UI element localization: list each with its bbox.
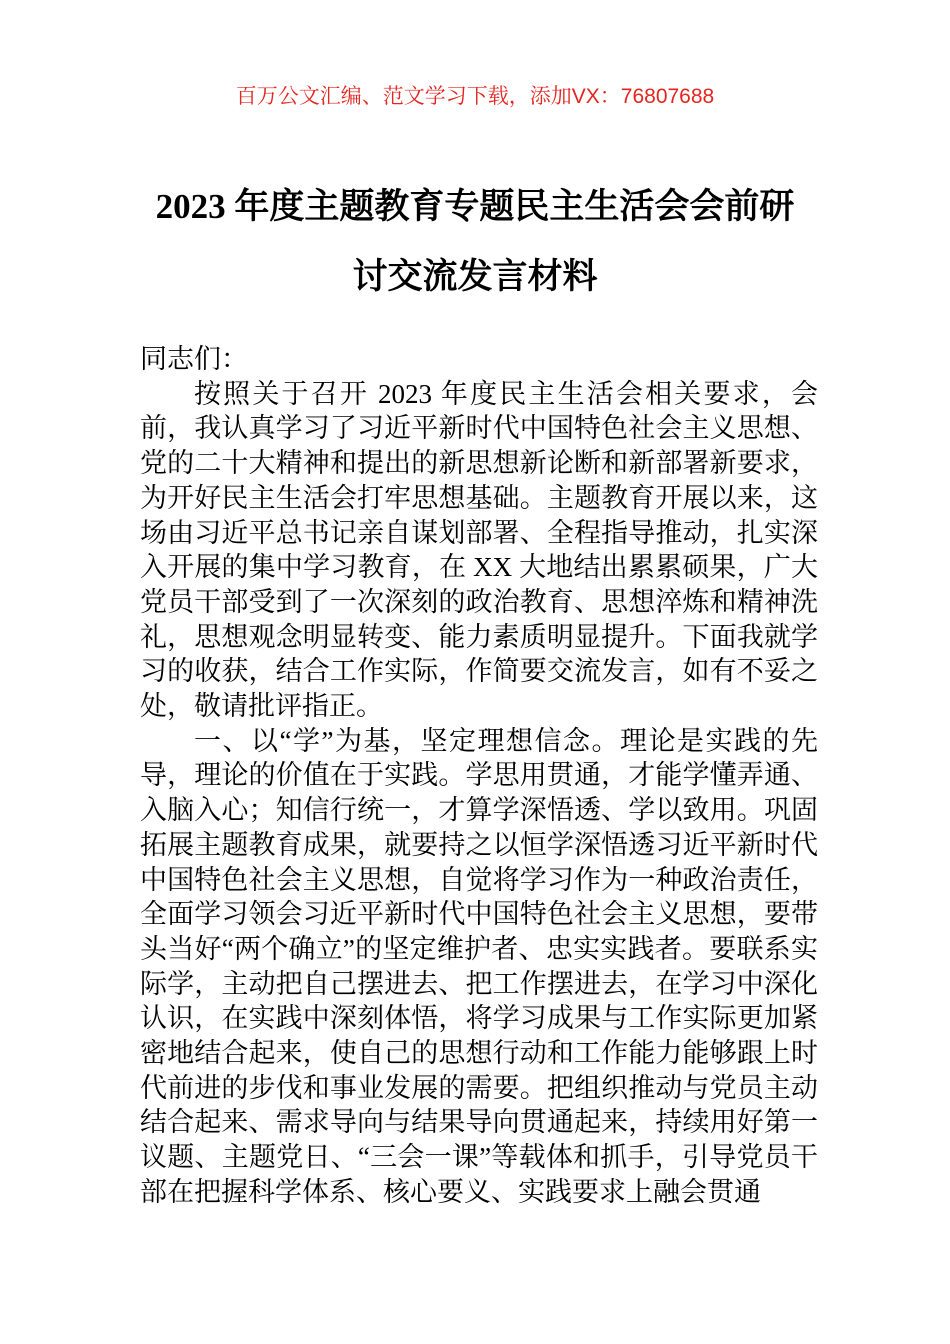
salutation: 同志们： [140, 344, 248, 374]
document-body [140, 342, 818, 1210]
promo-banner [0, 0, 950, 110]
promo-banner-text: 百万公文汇编、范文学习下载，添加VX：76807688 [235, 85, 715, 108]
paragraph-2: 一、以“学”为基，坚定理想信念。理论是实践的先导，理论的价值在于实践。学思用贯通，才能学懂弄通、入脑入心；知信行统一，才算学深悟透、学以致用。巩固拓展主题教育成果，就要持之以恒学深悟透习近平新时代中国特色社会主义思想，自觉将学习作为一种政治责任，全面学习领会习近平新时代中国特色社会主义思想，要带头当好“两个确立”的坚定维护者、忠实实践者。要联系实际学，主动把自己摆进去、把工作摆进去，在学习中深化认识，在实践中深刻体悟，将学习成果与工作实际更加紧密地结合起来，使自己的思想行动和工作能力能够跟上时代前进的步伐和事业发展的需要。把组织推动与党员主动结合起来、需求导向与结果导向贯通起来，持续用好第一议题、主题党日、“三会一课”等载体和抓手，引导党员干部在把握科学体系、核心要义、实践要求上融会贯通 [140, 725, 818, 1207]
paragraph-1: 按照关于召开 2023 年度民主生活会相关要求，会前，我认真学习了习近平新时代中国特色社会主义思想、党的二十大精神和提出的新思想新论断和新部署新要求，为开好民主生活会打牢思想基础。主题教育开展以来，这场由习近平总书记亲自谋划部署、全程指导推动，扎实深入开展的集中学习教育，在 XX 大地结出累累硕果，广大党员干部受到了一次深刻的政治教育、思想淬炼和精神洗礼，思想观念明显转变、能力素质明显提升。下面我就学习的收获，结合工作实际，作简要交流发言，如有不妥之处，敬请批评指正。 [140, 378, 818, 722]
title-line-2: 讨交流发言材料 [352, 257, 598, 296]
title-line-1: 2023 年度主题教育专题民主生活会会前研 [155, 187, 795, 226]
document-title [0, 172, 950, 312]
